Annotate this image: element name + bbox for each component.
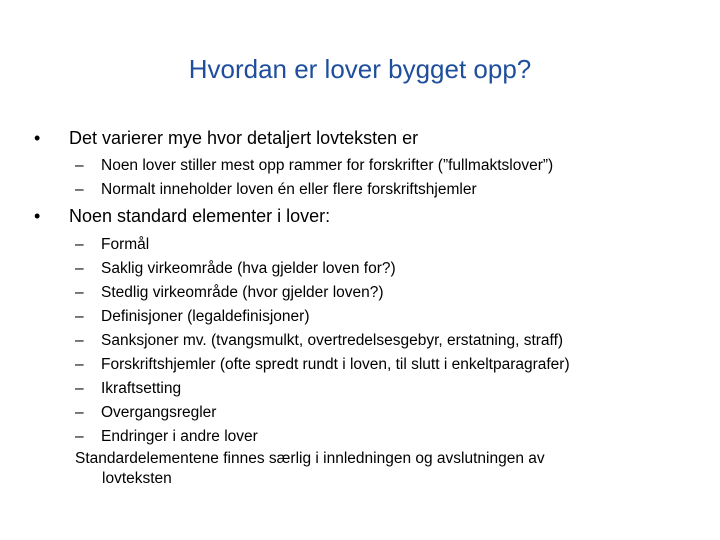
sub-item bbox=[34, 281, 710, 305]
sub-item bbox=[34, 257, 710, 281]
sub-item-text: Forskriftshjemler (ofte spredt rundt i loven, til slutt i enkeltparagrafer) bbox=[101, 356, 570, 373]
dash-marker: – bbox=[75, 308, 84, 325]
sub-item bbox=[34, 377, 710, 401]
dash-marker: – bbox=[75, 404, 84, 421]
sub-item-text: Endringer i andre lover bbox=[101, 428, 258, 445]
sub-item-text: Overgangsregler bbox=[101, 404, 217, 421]
sub-item-text: Normalt inneholder loven én eller flere forskriftshjemler bbox=[101, 181, 477, 198]
dash-marker: – bbox=[75, 157, 84, 174]
sub-list bbox=[34, 233, 710, 449]
slide-body bbox=[34, 126, 710, 489]
sub-item-text: Definisjoner (legaldefinisjoner) bbox=[101, 308, 310, 325]
sub-item-text: Ikraftsetting bbox=[101, 380, 182, 397]
closing-note-line: lovteksten bbox=[102, 470, 172, 487]
sub-item bbox=[34, 305, 710, 329]
bullet-item bbox=[34, 204, 710, 228]
sub-item bbox=[34, 178, 710, 202]
bullet-item bbox=[34, 126, 710, 150]
sub-item-text: Sanksjoner mv. (tvangsmulkt, overtredelsesgebyr, erstatning, straff) bbox=[101, 332, 564, 349]
sub-item-text: Stedlig virkeområde (hvor gjelder loven?) bbox=[101, 284, 384, 301]
sub-item bbox=[34, 401, 710, 425]
dash-marker: – bbox=[75, 332, 84, 349]
dash-marker: – bbox=[75, 236, 84, 253]
bullet-marker: • bbox=[34, 128, 41, 148]
slide-title: Hvordan er lover bygget opp? bbox=[188, 54, 532, 84]
sub-item-text: Noen lover stiller mest opp rammer for forskrifter (”fullmaktslover”) bbox=[101, 157, 554, 174]
bullet-text: Noen standard elementer i lover: bbox=[69, 206, 331, 226]
dash-marker: – bbox=[75, 380, 84, 397]
closing-note-line: Standardelementene finnes særlig i innledningen og avslutningen av bbox=[75, 450, 545, 467]
sub-item bbox=[34, 353, 710, 377]
bullet-marker: • bbox=[34, 206, 41, 226]
dash-marker: – bbox=[75, 260, 84, 277]
dash-marker: – bbox=[75, 428, 84, 445]
sub-item-text: Saklig virkeområde (hva gjelder loven for?) bbox=[101, 260, 396, 277]
sub-list bbox=[34, 154, 710, 202]
sub-item bbox=[34, 425, 710, 449]
dash-marker: – bbox=[75, 356, 84, 373]
sub-item bbox=[34, 154, 710, 178]
dash-marker: – bbox=[75, 181, 84, 198]
dash-marker: – bbox=[75, 284, 84, 301]
sub-item bbox=[34, 233, 710, 257]
sub-item-text: Formål bbox=[101, 236, 150, 253]
closing-note bbox=[34, 449, 675, 489]
bullet-text: Det varierer mye hvor detaljert lovteksten er bbox=[69, 128, 419, 148]
sub-item bbox=[34, 329, 710, 353]
